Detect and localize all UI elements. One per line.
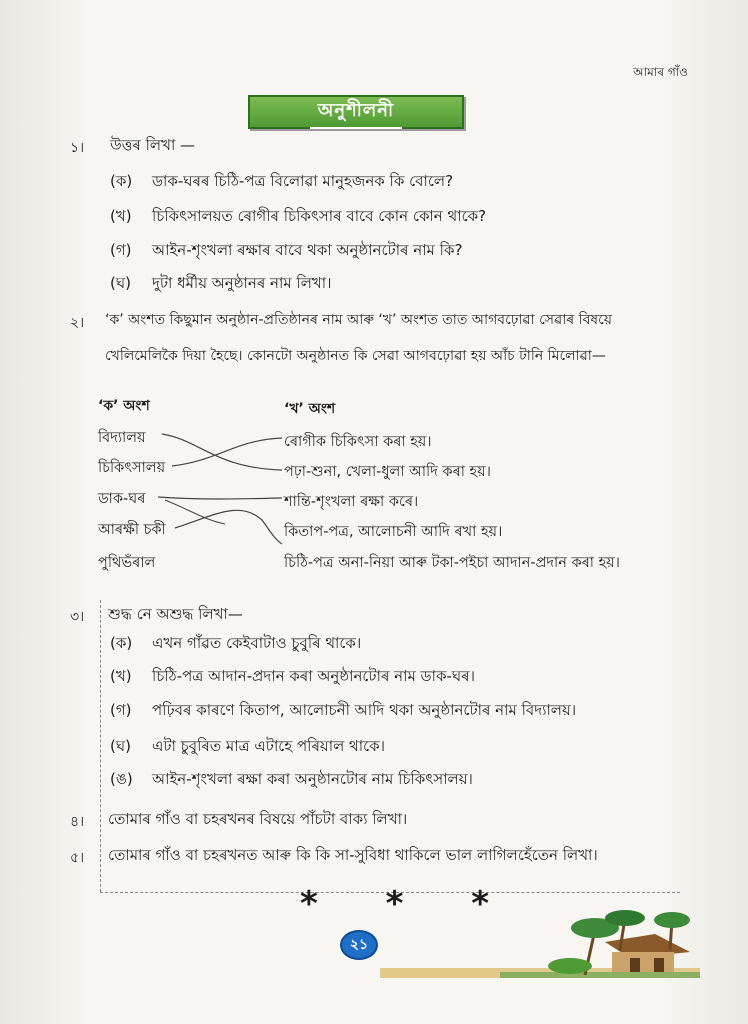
q3-item-label: (ক) [110,634,133,652]
q1-item-text: আইন-শৃংখলা ৰক্ষাৰ বাবে থকা অনুষ্ঠানটোৰ নাম কি? [152,241,463,259]
q1-item-label: (গ) [110,241,132,259]
q1-item-label: (ঘ) [110,274,131,292]
page-number-badge: ২১ [340,930,378,960]
q3-number: ৩। [70,609,85,625]
village-illustration [380,900,700,990]
column-b-item: পঢ়া-শুনা, খেলা-ধুলা আদি কৰা হয়। [284,464,491,480]
column-b-item: কিতাপ-পত্ৰ, আলোচনী আদি ৰখা হয়। [284,524,503,540]
q5-text: তোমাৰ গাঁও বা চহৰখনত আৰু কি কি সা-সুবিধা থাকিলে ভাল লাগিলহেঁতেন লিখা। [108,846,598,864]
q1-item-label: (খ) [110,207,132,225]
q3-item-text: চিঠি-পত্ৰ আদান-প্ৰদান কৰা অনুষ্ঠানটোৰ নাম ডাক-ঘৰ। [152,667,475,685]
chapter-header: আমাৰ গাঁও [633,65,688,79]
column-b-heading: ‘খ’ অংশ [284,401,336,417]
column-a-heading: ‘ক’ অংশ [98,398,150,414]
section-end-stars: * * * [300,884,518,924]
column-a-item: চিকিৎসালয় [98,460,166,476]
q3-item-text: পঢ়িবৰ কাৰণে কিতাপ, আলোচনী আদি থকা অনুষ্ঠানটোৰ নাম বিদ্যালয়। [152,701,577,719]
column-b-item: চিঠি-পত্ৰ অনা-নিয়া আৰু টকা-পইচা আদান-প্ৰদান কৰা হয়। [284,555,620,571]
q2-number: ২। [70,315,85,331]
column-b-item: ৰোগীক চিকিৎসা কৰা হয়। [284,434,432,450]
q3-item-label: (গ) [110,701,132,719]
q4-number: ৪। [70,814,85,830]
column-a-item: আৰক্ষী চকী [98,522,166,538]
column-a-item: ডাক-ঘৰ [98,491,146,507]
q1-item-label: (ক) [110,172,133,190]
q4-text: তোমাৰ গাঁও বা চহৰখনৰ বিষয়ে পাঁচটা বাক্য লিখা। [108,810,408,828]
q1-item-text: দুটা ধৰ্মীয় অনুষ্ঠানৰ নাম লিখা। [152,274,332,292]
q3-item-text: এখন গাঁৱত কেইবাটাও চুবুৰি থাকে। [152,634,362,652]
q2-instruction-line1: ‘ক’ অংশত কিছুমান অনুষ্ঠান-প্ৰতিষ্ঠানৰ নাম আৰু ‘খ’ অংশত তাত আগবঢ়োৱা সেৱাৰ বিষয়ে [105,312,612,328]
margin-dotted-line [100,600,101,892]
column-b-item: শান্তি-শৃংখলা ৰক্ষা কৰে। [284,494,419,510]
exercise-title-banner [248,95,464,129]
column-a-item: বিদ্যালয় [98,430,146,446]
q2-instruction-line2: খেলিমেলিকৈ দিয়া হৈছে। কোনটো অনুষ্ঠানত কি সেৱা আগবঢ়োৱা হয় আঁচ টানি মিলোৱা— [105,348,606,364]
q5-number: ৫। [70,850,85,866]
q3-item-label: (ঙ) [110,770,133,788]
q1-item-text: চিকিৎসালয়ত ৰোগীৰ চিকিৎসাৰ বাবে কোন কোন থাকে? [152,207,487,225]
q3-prompt: শুদ্ধ নে অশুদ্ধ লিখা— [108,605,243,623]
column-a-item: পুথিভঁৰাল [98,555,156,571]
q1-prompt: উত্তৰ লিখা — [110,136,196,154]
q3-item-label: (খ) [110,667,132,685]
q1-number: ১। [70,140,85,156]
q1-item-text: ডাক-ঘৰৰ চিঠি-পত্ৰ বিলোৱা মানুহজনক কি বোলে? [152,172,454,190]
q3-item-text: এটা চুবুৰিত মাত্ৰ এটাহে পৰিয়াল থাকে। [152,737,385,755]
exercise-title: অনুশীলনী [310,96,402,129]
q3-item-text: আইন-শৃংখলা ৰক্ষা কৰা অনুষ্ঠানটোৰ নাম চিকিৎসালয়। [152,770,473,788]
q3-item-label: (ঘ) [110,737,131,755]
